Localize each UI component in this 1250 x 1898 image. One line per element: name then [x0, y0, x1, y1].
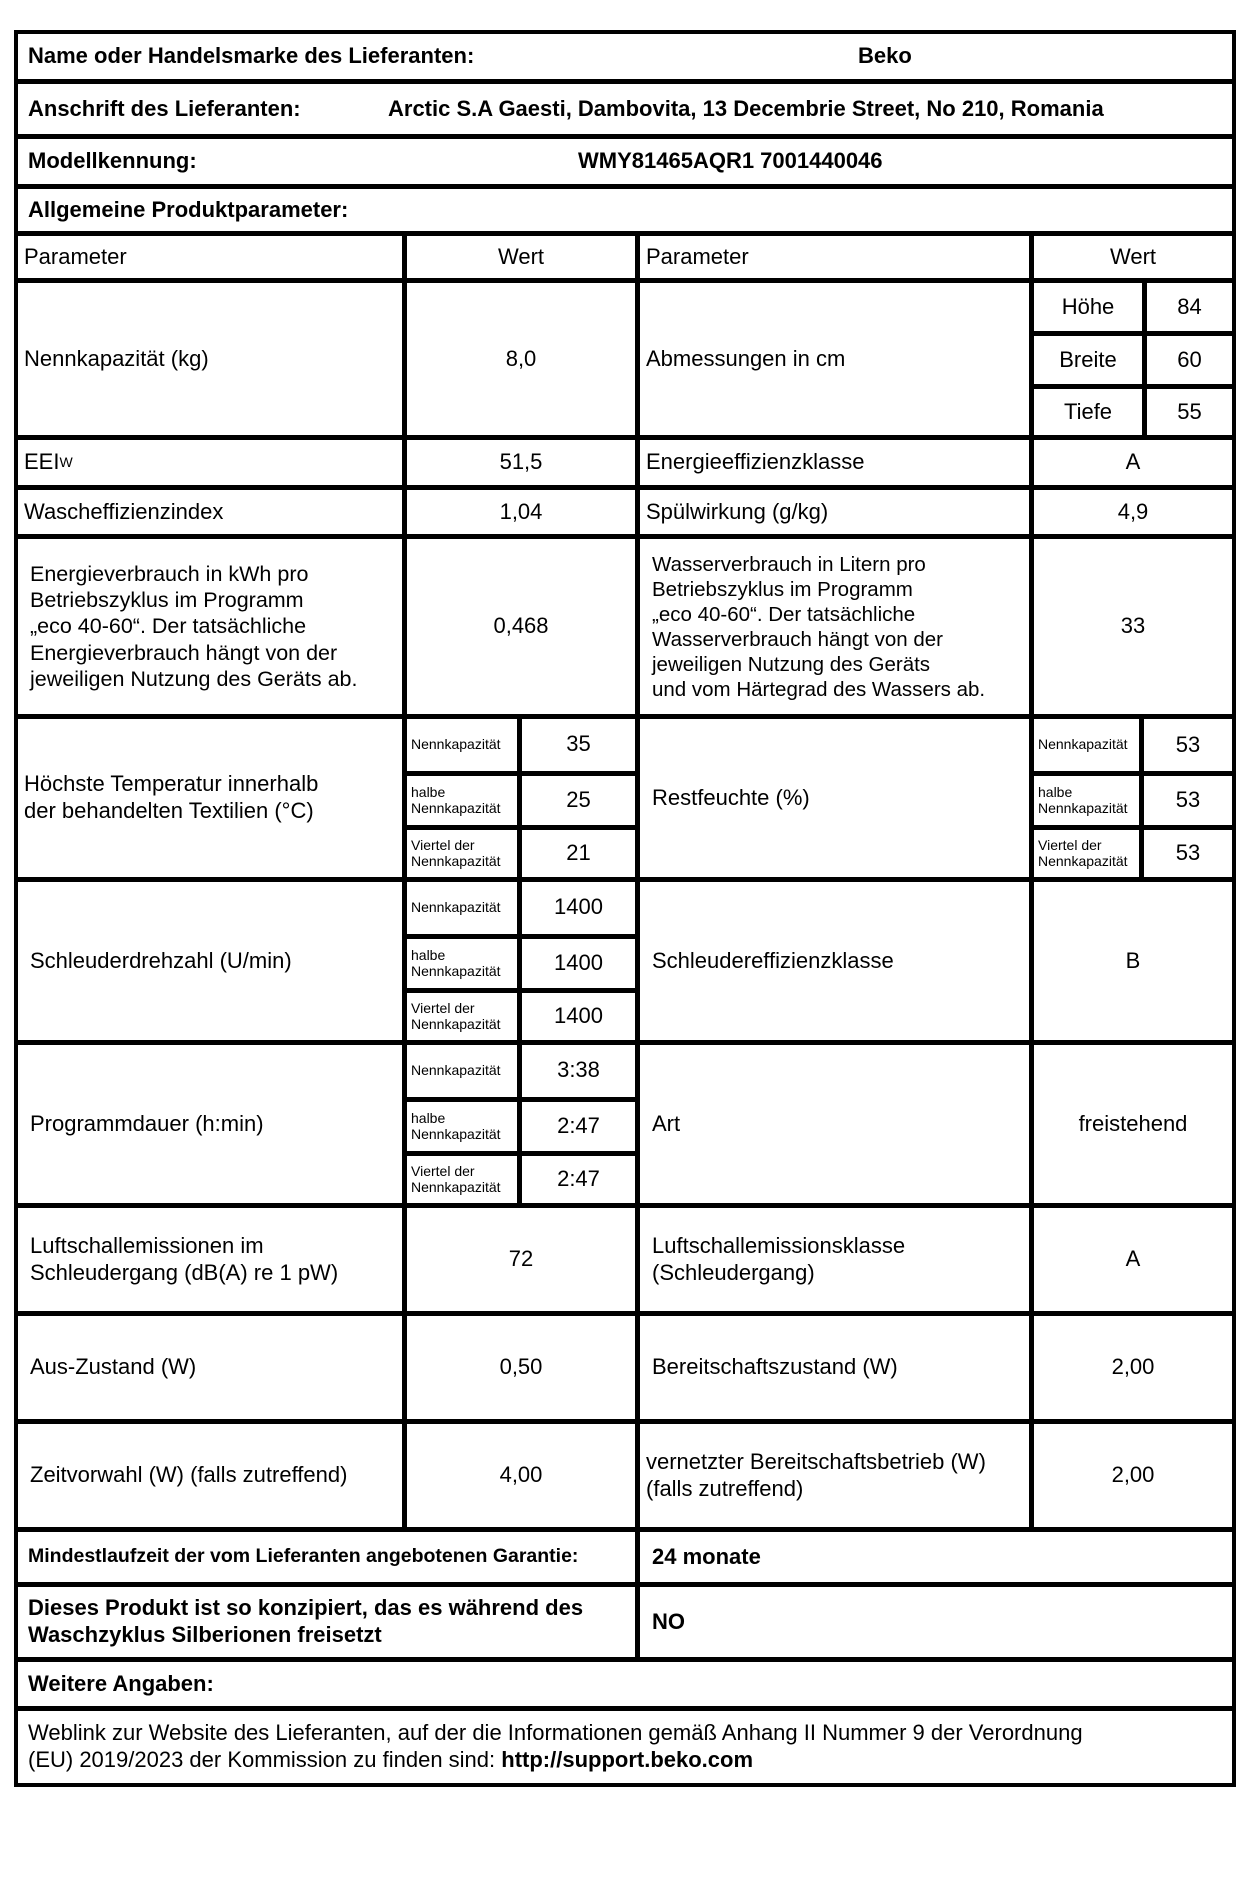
supplier-address-value: Arctic S.A Gaesti, Dambovita, 13 Decembrie Street, No 210, Romania	[388, 95, 1104, 121]
delay-start-label: Zeitvorwahl (W) (falls zutreffend)	[14, 1420, 406, 1531]
header-param-right: Parameter	[636, 232, 1033, 282]
duration-quarter-value: 2:47	[518, 1152, 639, 1207]
model-label: Modellkennung:	[28, 148, 197, 174]
spin-half-value: 1400	[518, 935, 639, 992]
temp-rated-value: 35	[518, 715, 639, 775]
model-row	[14, 135, 1236, 188]
duration-rated-value: 3:38	[518, 1041, 639, 1101]
energy-consumption-label: Energieverbrauch in kWh pro Betriebszyklus im Programm „eco 40-60“. Der tatsächliche Energieverbrauch hängt von der jeweiligen Nutzung des Geräts ab.	[14, 535, 406, 718]
duration-half-label: halbe Nennkapazität	[403, 1098, 521, 1155]
warranty-label: Mindestlaufzeit der vom Lieferanten angebotenen Garantie:	[14, 1528, 639, 1586]
supplier-address-row	[14, 80, 1236, 138]
energy-class-value: A	[1030, 436, 1236, 489]
eei-subscript: W	[59, 453, 73, 470]
eei-label: EEI	[24, 449, 60, 475]
moisture-quarter-label: Viertel der Nennkapazität	[1030, 826, 1143, 881]
general-parameters-row	[14, 185, 1236, 235]
supplier-address-label: Anschrift des Lieferanten:	[28, 95, 301, 121]
supplier-name-row	[14, 30, 1236, 83]
delay-start-value: 4,00	[403, 1420, 639, 1531]
header-param-left: Parameter	[14, 232, 406, 282]
moisture-label: Restfeuchte (%)	[636, 715, 1033, 881]
moisture-half-value: 53	[1140, 772, 1236, 829]
temp-rated-label: Nennkapazität	[403, 715, 521, 775]
spin-rated-value: 1400	[518, 878, 639, 938]
water-consumption-label: Wasserverbrauch in Litern pro Betriebszyklus im Programm „eco 40-60“. Der tatsächliche Wasserverbrauch hängt von der jeweiligen Nutzung des Geräts und vom Härtegrad des Wassers ab.	[636, 535, 1033, 718]
spin-rated-label: Nennkapazität	[403, 878, 521, 938]
moisture-rated-value: 53	[1140, 715, 1236, 775]
model-value: WMY81465AQR1 7001440046	[578, 148, 883, 174]
weblink-row	[14, 1707, 1236, 1787]
noise-value: 72	[403, 1204, 639, 1315]
moisture-half-label: halbe Nennkapazität	[1030, 772, 1143, 829]
spin-class-value: B	[1030, 878, 1236, 1044]
off-mode-label: Aus-Zustand (W)	[14, 1312, 406, 1423]
rinse-value: 4,9	[1030, 486, 1236, 538]
off-mode-value: 0,50	[403, 1312, 639, 1423]
spin-class-label: Schleudereffizienzklasse	[636, 878, 1033, 1044]
temperature-label: Höchste Temperatur innerhalb der behandelten Textilien (°C)	[14, 715, 406, 881]
general-parameters-label: Allgemeine Produktparameter:	[28, 196, 349, 222]
energy-class-label: Energieeffizienzklasse	[636, 436, 1033, 489]
silver-ions-value: NO	[636, 1583, 1236, 1661]
further-info-label: Weitere Angaben:	[14, 1658, 1236, 1710]
duration-rated-label: Nennkapazität	[403, 1041, 521, 1101]
header-value-left: Wert	[403, 232, 639, 282]
capacity-label: Nennkapazität (kg)	[14, 279, 406, 439]
duration-quarter-label: Viertel der Nennkapazität	[403, 1152, 521, 1207]
spin-quarter-value: 1400	[518, 989, 639, 1044]
temp-quarter-label: Viertel der Nennkapazität	[403, 826, 521, 881]
header-value-right: Wert	[1030, 232, 1236, 282]
eei-label-cell	[14, 436, 406, 489]
duration-half-value: 2:47	[518, 1098, 639, 1155]
standby-label: Bereitschaftszustand (W)	[636, 1312, 1033, 1423]
duration-label: Programmdauer (h:min)	[14, 1041, 406, 1207]
spin-speed-label: Schleuderdrehzahl (U/min)	[14, 878, 406, 1044]
spin-quarter-label: Viertel der Nennkapazität	[403, 989, 521, 1044]
temp-quarter-value: 21	[518, 826, 639, 881]
wash-index-label: Wascheffizienzindex	[14, 486, 406, 538]
temp-half-label: halbe Nennkapazität	[403, 772, 521, 829]
depth-label: Tiefe	[1030, 385, 1146, 439]
weblink-text: Weblink zur Website des Lieferanten, auf der die Informationen gemäß Anhang II Nummer 9 der Verordnung (EU) 2019/2023 der Kommission zu finden sind: http://support.beko.com	[28, 1720, 1083, 1772]
moisture-quarter-value: 53	[1140, 826, 1236, 881]
noise-class-value: A	[1030, 1204, 1236, 1315]
standby-value: 2,00	[1030, 1312, 1236, 1423]
height-label: Höhe	[1030, 279, 1146, 335]
water-consumption-value: 33	[1030, 535, 1236, 718]
temp-half-value: 25	[518, 772, 639, 829]
supplier-name-label: Name oder Handelsmarke des Lieferanten:	[28, 43, 475, 69]
height-value: 84	[1143, 279, 1236, 335]
type-value: freistehend	[1030, 1041, 1236, 1207]
width-label: Breite	[1030, 332, 1146, 388]
wash-index-value: 1,04	[403, 486, 639, 538]
noise-label: Luftschallemissionen im Schleudergang (dB(A) re 1 pW)	[14, 1204, 406, 1315]
moisture-rated-label: Nennkapazität	[1030, 715, 1143, 775]
rinse-label: Spülwirkung (g/kg)	[636, 486, 1033, 538]
capacity-value: 8,0	[403, 279, 639, 439]
warranty-value: 24 monate	[636, 1528, 1236, 1586]
networked-standby-label: vernetzter Bereitschaftsbetrieb (W) (falls zutreffend)	[636, 1420, 1033, 1531]
noise-class-label: Luftschallemissionsklasse (Schleudergang)	[636, 1204, 1033, 1315]
energy-consumption-value: 0,468	[403, 535, 639, 718]
spin-half-label: halbe Nennkapazität	[403, 935, 521, 992]
type-label: Art	[636, 1041, 1033, 1207]
silver-ions-label: Dieses Produkt ist so konzipiert, das es während des Waschzyklus Silberionen freisetzt	[14, 1583, 639, 1661]
eei-value: 51,5	[403, 436, 639, 489]
supplier-weblink[interactable]: http://support.beko.com	[501, 1747, 754, 1772]
depth-value: 55	[1143, 385, 1236, 439]
supplier-name-value: Beko	[858, 43, 912, 69]
dimensions-label: Abmessungen in cm	[636, 279, 1033, 439]
networked-standby-value: 2,00	[1030, 1420, 1236, 1531]
width-value: 60	[1143, 332, 1236, 388]
